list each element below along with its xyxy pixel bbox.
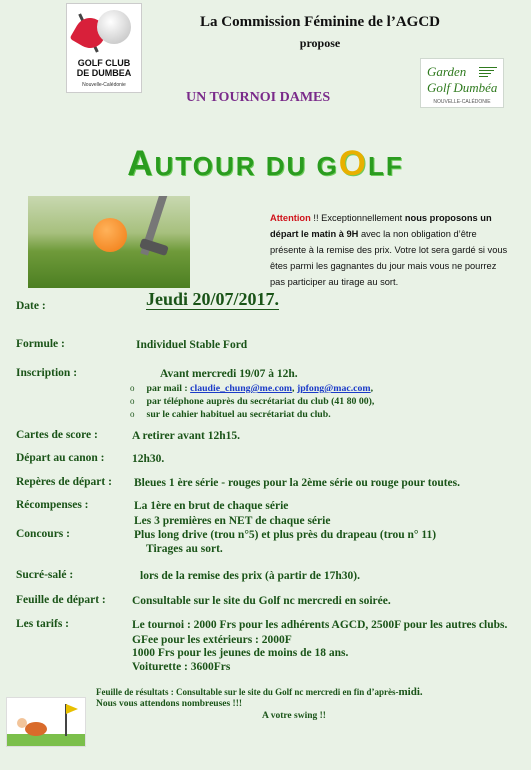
depart-value: 12h30. (132, 453, 165, 465)
depart-label: Départ au canon : (16, 452, 105, 464)
email-link-claudie[interactable]: claudie_chung@me.com (190, 383, 293, 394)
tarifs-label: Les tarifs : (16, 618, 70, 630)
inscription-list (130, 382, 374, 421)
recompenses-value-2: Les 3 premières en NET de chaque série (134, 515, 331, 527)
sucre-sale-label: Sucré-salé : (16, 569, 74, 581)
header-title: La Commission Féminine de l’AGCD (200, 14, 440, 30)
list-item: o par mail : claudie_chung@me.com, jpfong@mac.com, (130, 382, 374, 395)
feuille-depart-label: Feuille de départ : (16, 594, 106, 606)
sucre-sale-value: lors de la remise des prix (à partir de 17h30). (140, 570, 360, 582)
logo-left-text: GOLF CLUB DE DUMBEA (76, 58, 132, 78)
golfer-body-shape (25, 722, 47, 736)
golf-ball-shape (97, 10, 131, 44)
footer-invitation: Nous vous attendons nombreuses !!! (96, 699, 243, 709)
recompenses-label: Récompenses : (16, 499, 89, 511)
inscription-label: Inscription : (16, 367, 78, 379)
feuille-depart-value: Consultable sur le site du Golf nc mercredi en soirée. (132, 595, 391, 607)
concours-value-2: Tirages au sort. (146, 543, 223, 555)
logo-right-line1: Garden (427, 64, 467, 79)
golfer-cartoon-image (6, 697, 86, 747)
cartes-value: A retirer avant 12h15. (132, 430, 240, 442)
inscription-value: Avant mercredi 19/07 à 12h. (160, 368, 298, 380)
logo-right-line2: Golf Dumbéa (427, 80, 498, 95)
email-link-jpfong[interactable]: jpfong@mac.com (296, 383, 371, 394)
cartes-label: Cartes de score : (16, 429, 98, 441)
tarifs-value-2: 1000 Frs pour les jeunes de moins de 18 ans. (132, 647, 349, 659)
recompenses-value-1: La 1ère en brut de chaque série (134, 500, 289, 512)
event-title: AUTOUR DU GOLF (127, 144, 404, 183)
date-value: Jeudi 20/07/2017. (146, 289, 280, 309)
concours-value-1: Plus long drive (trou n°5) et plus près du drapeau (trou n° 11) (134, 529, 437, 541)
tournament-heading: UN TOURNOI DAMES (186, 90, 331, 105)
date-label: Date : (16, 300, 46, 312)
footer-results: Feuille de résultats : Consultable sur le site du Golf nc mercredi en fin d’après-midi. (96, 686, 423, 698)
golf-club-dumbea-logo (66, 3, 142, 93)
flag-icon (66, 704, 78, 714)
concours-label: Concours : (16, 528, 70, 540)
golf-ball-photo (28, 196, 190, 288)
logo-right-line3: NOUVELLE-CALÉDONIE (433, 99, 491, 105)
logo-left-subtext: Nouvelle-Calédonie (82, 82, 126, 88)
smiley-ball (93, 218, 127, 252)
footer-text (96, 686, 423, 722)
header-subtitle: propose (299, 36, 341, 50)
reperes-label: Repères de départ : (16, 476, 112, 488)
footer-swing: A votre swing !! (262, 711, 326, 721)
reperes-value: Bleues 1 ère série - rouges pour la 2ème série ou rouge pour toutes. (134, 477, 461, 489)
golfer-head-shape (17, 718, 27, 728)
grass-shape (7, 734, 85, 746)
garden-golf-logo (420, 58, 504, 108)
attention-label: Attention (270, 213, 311, 223)
list-item: o par téléphone auprès du secrétariat du club (41 80 00), (130, 395, 374, 408)
list-item: o sur le cahier habituel au secrétariat du club. (130, 408, 374, 421)
tarifs-value-1: Le tournoi : 2000 Frs pour les adhérents AGCD, 2500F pour les autres clubs. GFee pour les extérieurs : 2000F (132, 619, 508, 646)
attention-notice: Attention !! Exceptionnellement nous proposons un départ le matin à 9H avec la non obligation d’être présente à la remise des prix. Votre lot sera gardé si vous êtes parmi les gagnantes du jour mais vous ne pourrez pas participer au tirage au sort. (270, 213, 508, 287)
formule-label: Formule : (16, 338, 65, 350)
formule-value: Individuel Stable Ford (136, 339, 248, 351)
tarifs-value-3: Voiturette : 3600Frs (132, 661, 231, 673)
